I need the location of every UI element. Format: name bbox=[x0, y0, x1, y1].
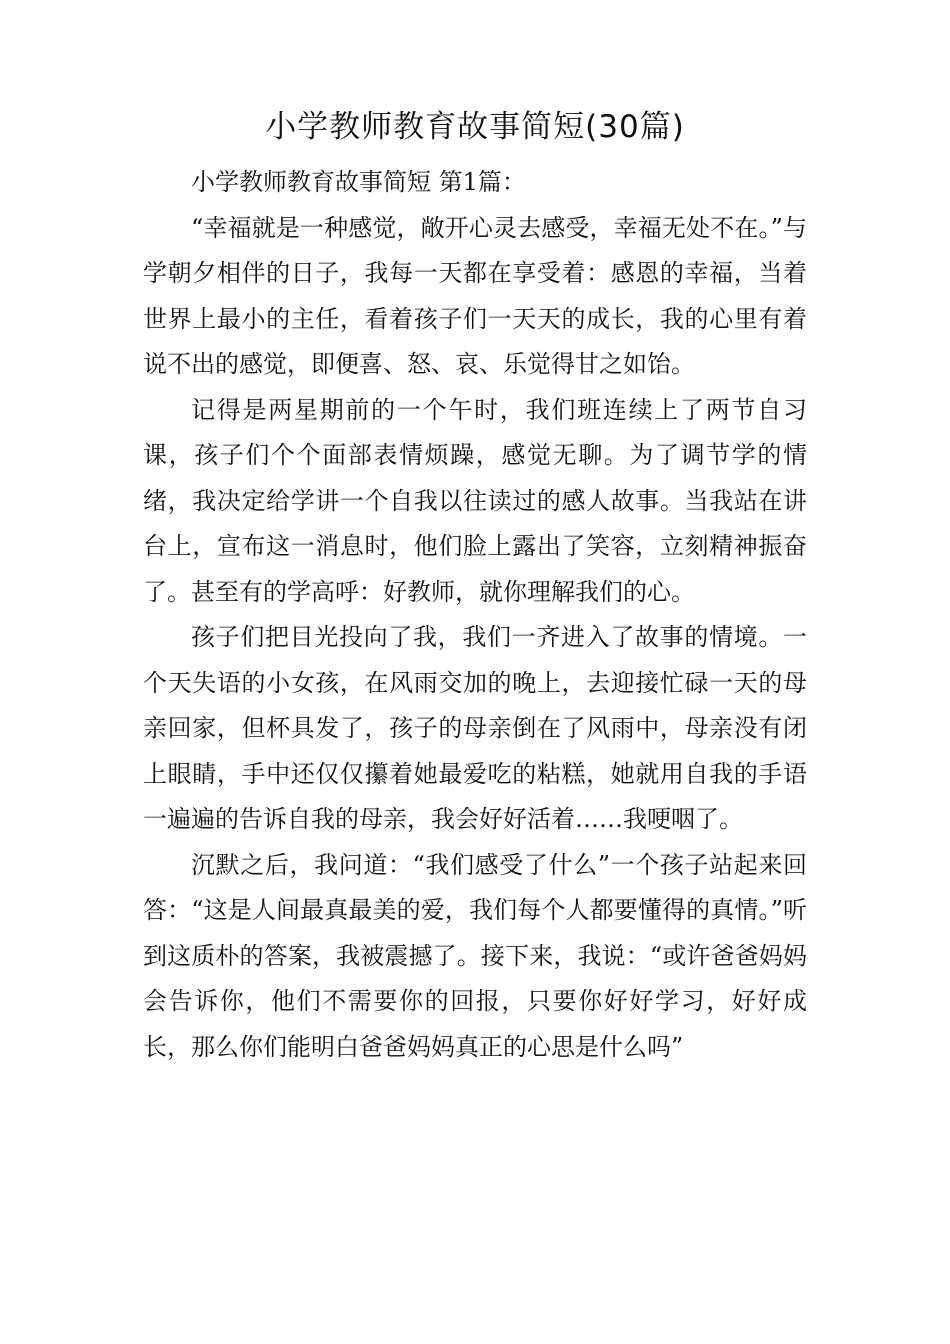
paragraph-1: “幸福就是一种感觉，敞开心灵去感受，幸福无处不在。”与学朝夕相伴的日子，我每一天都在享受着：感恩的幸福，当着世界上最小的主任，看着孩子们一天天的成长，我的心里有着说不出的感觉，即便喜、怒、哀、乐觉得甘之如饴。 bbox=[143, 213, 807, 378]
paragraph-4: 沉默之后，我问道：“我们感受了什么”一个孩子站起来回答：“这是人间最真最美的爱，我们每个人都要懂得的真情。”听到这质朴的答案，我被震撼了。接下来，我说：“或许爸爸妈妈会告诉你，他们不需要你的回报，只要你好好学习，好好成长，那么你们能明白爸爸妈妈真正的心思是什么吗” bbox=[143, 850, 807, 1061]
document-title: 小学教师教育故事简短(30篇) bbox=[265, 109, 685, 145]
paragraph-2: 记得是两星期前的一个午时，我们班连续上了两节自习课，孩子们个个面部表情烦躁，感觉无聊。为了调节学的情绪，我决定给学讲一个自我以往读过的感人故事。当我站在讲台上，宣布这一消息时，他们脸上露出了笑容，立刻精神振奋了。甚至有的学高呼：好教师，就你理解我们的心。 bbox=[143, 395, 807, 606]
document-body bbox=[143, 160, 807, 1070]
section-heading: 小学教师教育故事简短 第1篇： bbox=[191, 168, 526, 196]
paragraph-3: 孩子们把目光投向了我，我们一齐进入了故事的情境。一个天失语的小女孩，在风雨交加的晚上，去迎接忙碌一天的母亲回家，但杯具发了，孩子的母亲倒在了风雨中，母亲没有闭上眼睛，手中还仅仅攥着她最爱吃的粘糕，她就用自我的手语一遍遍的告诉自我的母亲，我会好好活着……我哽咽了。 bbox=[143, 623, 807, 833]
